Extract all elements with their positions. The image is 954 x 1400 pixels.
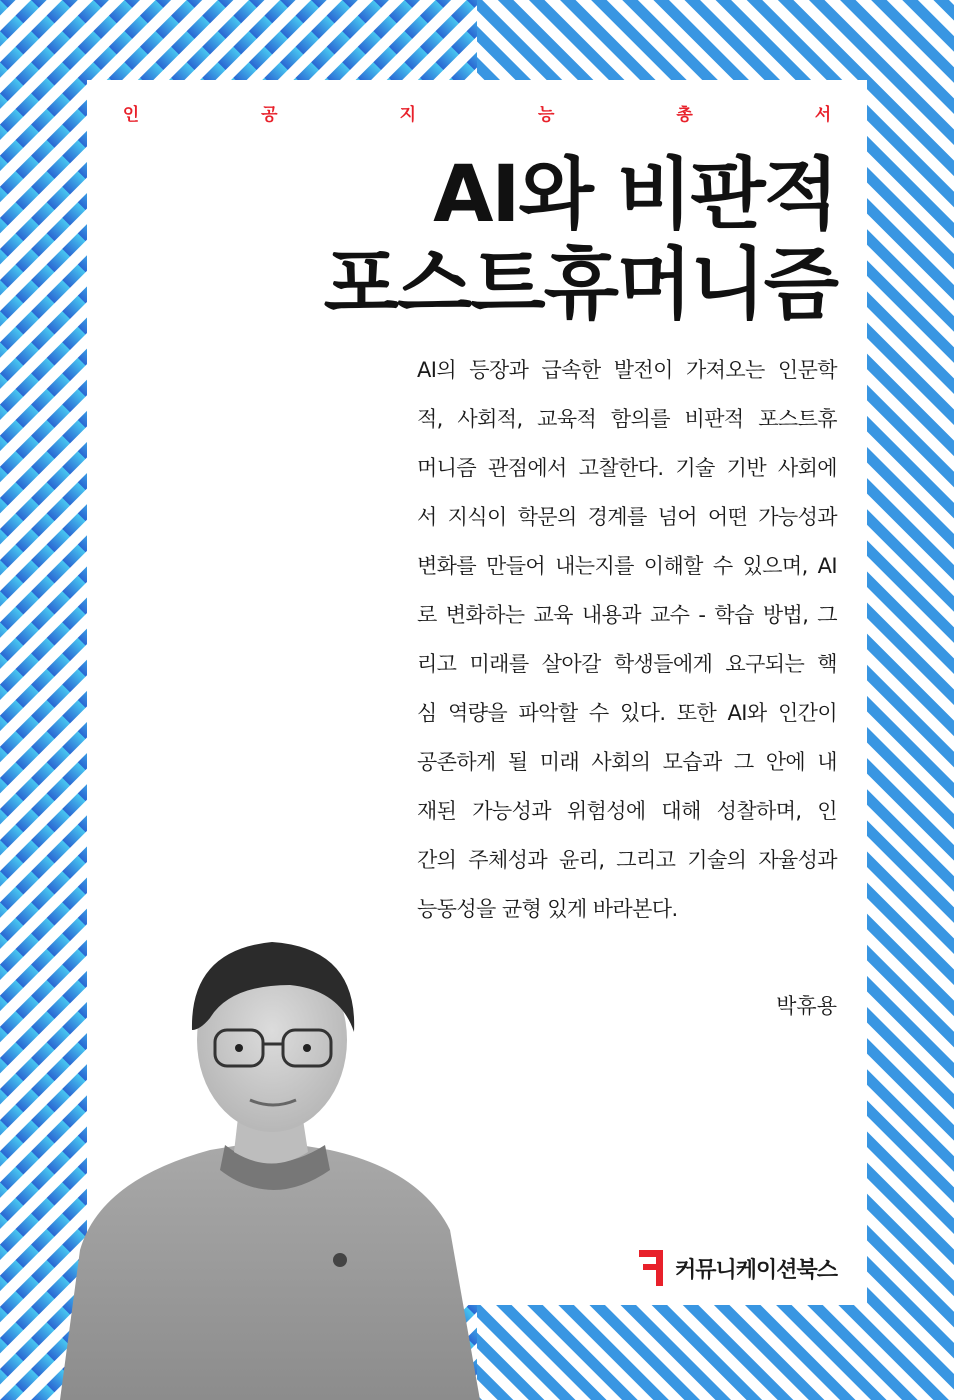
publisher-logo-icon — [639, 1250, 665, 1286]
description-line: 로 변화하는 교육 내용과 교수 - 학습 방법, 그 — [417, 603, 837, 627]
description-line: 서 지식이 학문의 경계를 넘어 어떤 가능성과 — [417, 505, 837, 529]
author-name: 박휴용 — [776, 994, 837, 1018]
book-description — [417, 346, 837, 934]
description-line: 재된 가능성과 위험성에 대해 성찰하며, 인 — [417, 799, 837, 823]
description-line: AI의 등장과 급속한 발전이 가져오는 인문학 — [417, 358, 837, 382]
description-line: 간의 주체성과 윤리, 그리고 기술의 자율성과 — [417, 848, 837, 872]
series-label — [117, 100, 837, 128]
author-portrait-icon — [40, 930, 540, 1400]
book-title-line2: 포스트휴머니즘 — [323, 240, 837, 330]
description-line: 능동성을 균형 있게 바라본다. — [417, 897, 678, 921]
description-line: 머니즘 관점에서 고찰한다. 기술 기반 사회에 — [417, 456, 837, 480]
series-char: 총 — [676, 105, 693, 125]
description-line: 변화를 만들어 내는지를 이해할 수 있으며, AI — [417, 554, 837, 578]
publisher-name: 커뮤니케이션북스 — [674, 1257, 837, 1283]
series-char: 인 — [122, 105, 140, 125]
series-char: 서 — [814, 105, 832, 125]
series-char: 지 — [399, 105, 416, 125]
series-char: 능 — [537, 105, 555, 125]
series-char: 공 — [261, 105, 278, 125]
book-title-line1: AI와 비판적 — [433, 150, 837, 240]
description-line: 공존하게 될 미래 사회의 모습과 그 안에 내 — [417, 750, 837, 774]
description-line: 리고 미래를 살아갈 학생들에게 요구되는 핵 — [417, 652, 837, 676]
publisher — [639, 1248, 837, 1288]
description-line: 적, 사회적, 교육적 함의를 비판적 포스트휴 — [417, 407, 837, 431]
description-line: 심 역량을 파악할 수 있다. 또한 AI와 인간이 — [417, 701, 837, 725]
